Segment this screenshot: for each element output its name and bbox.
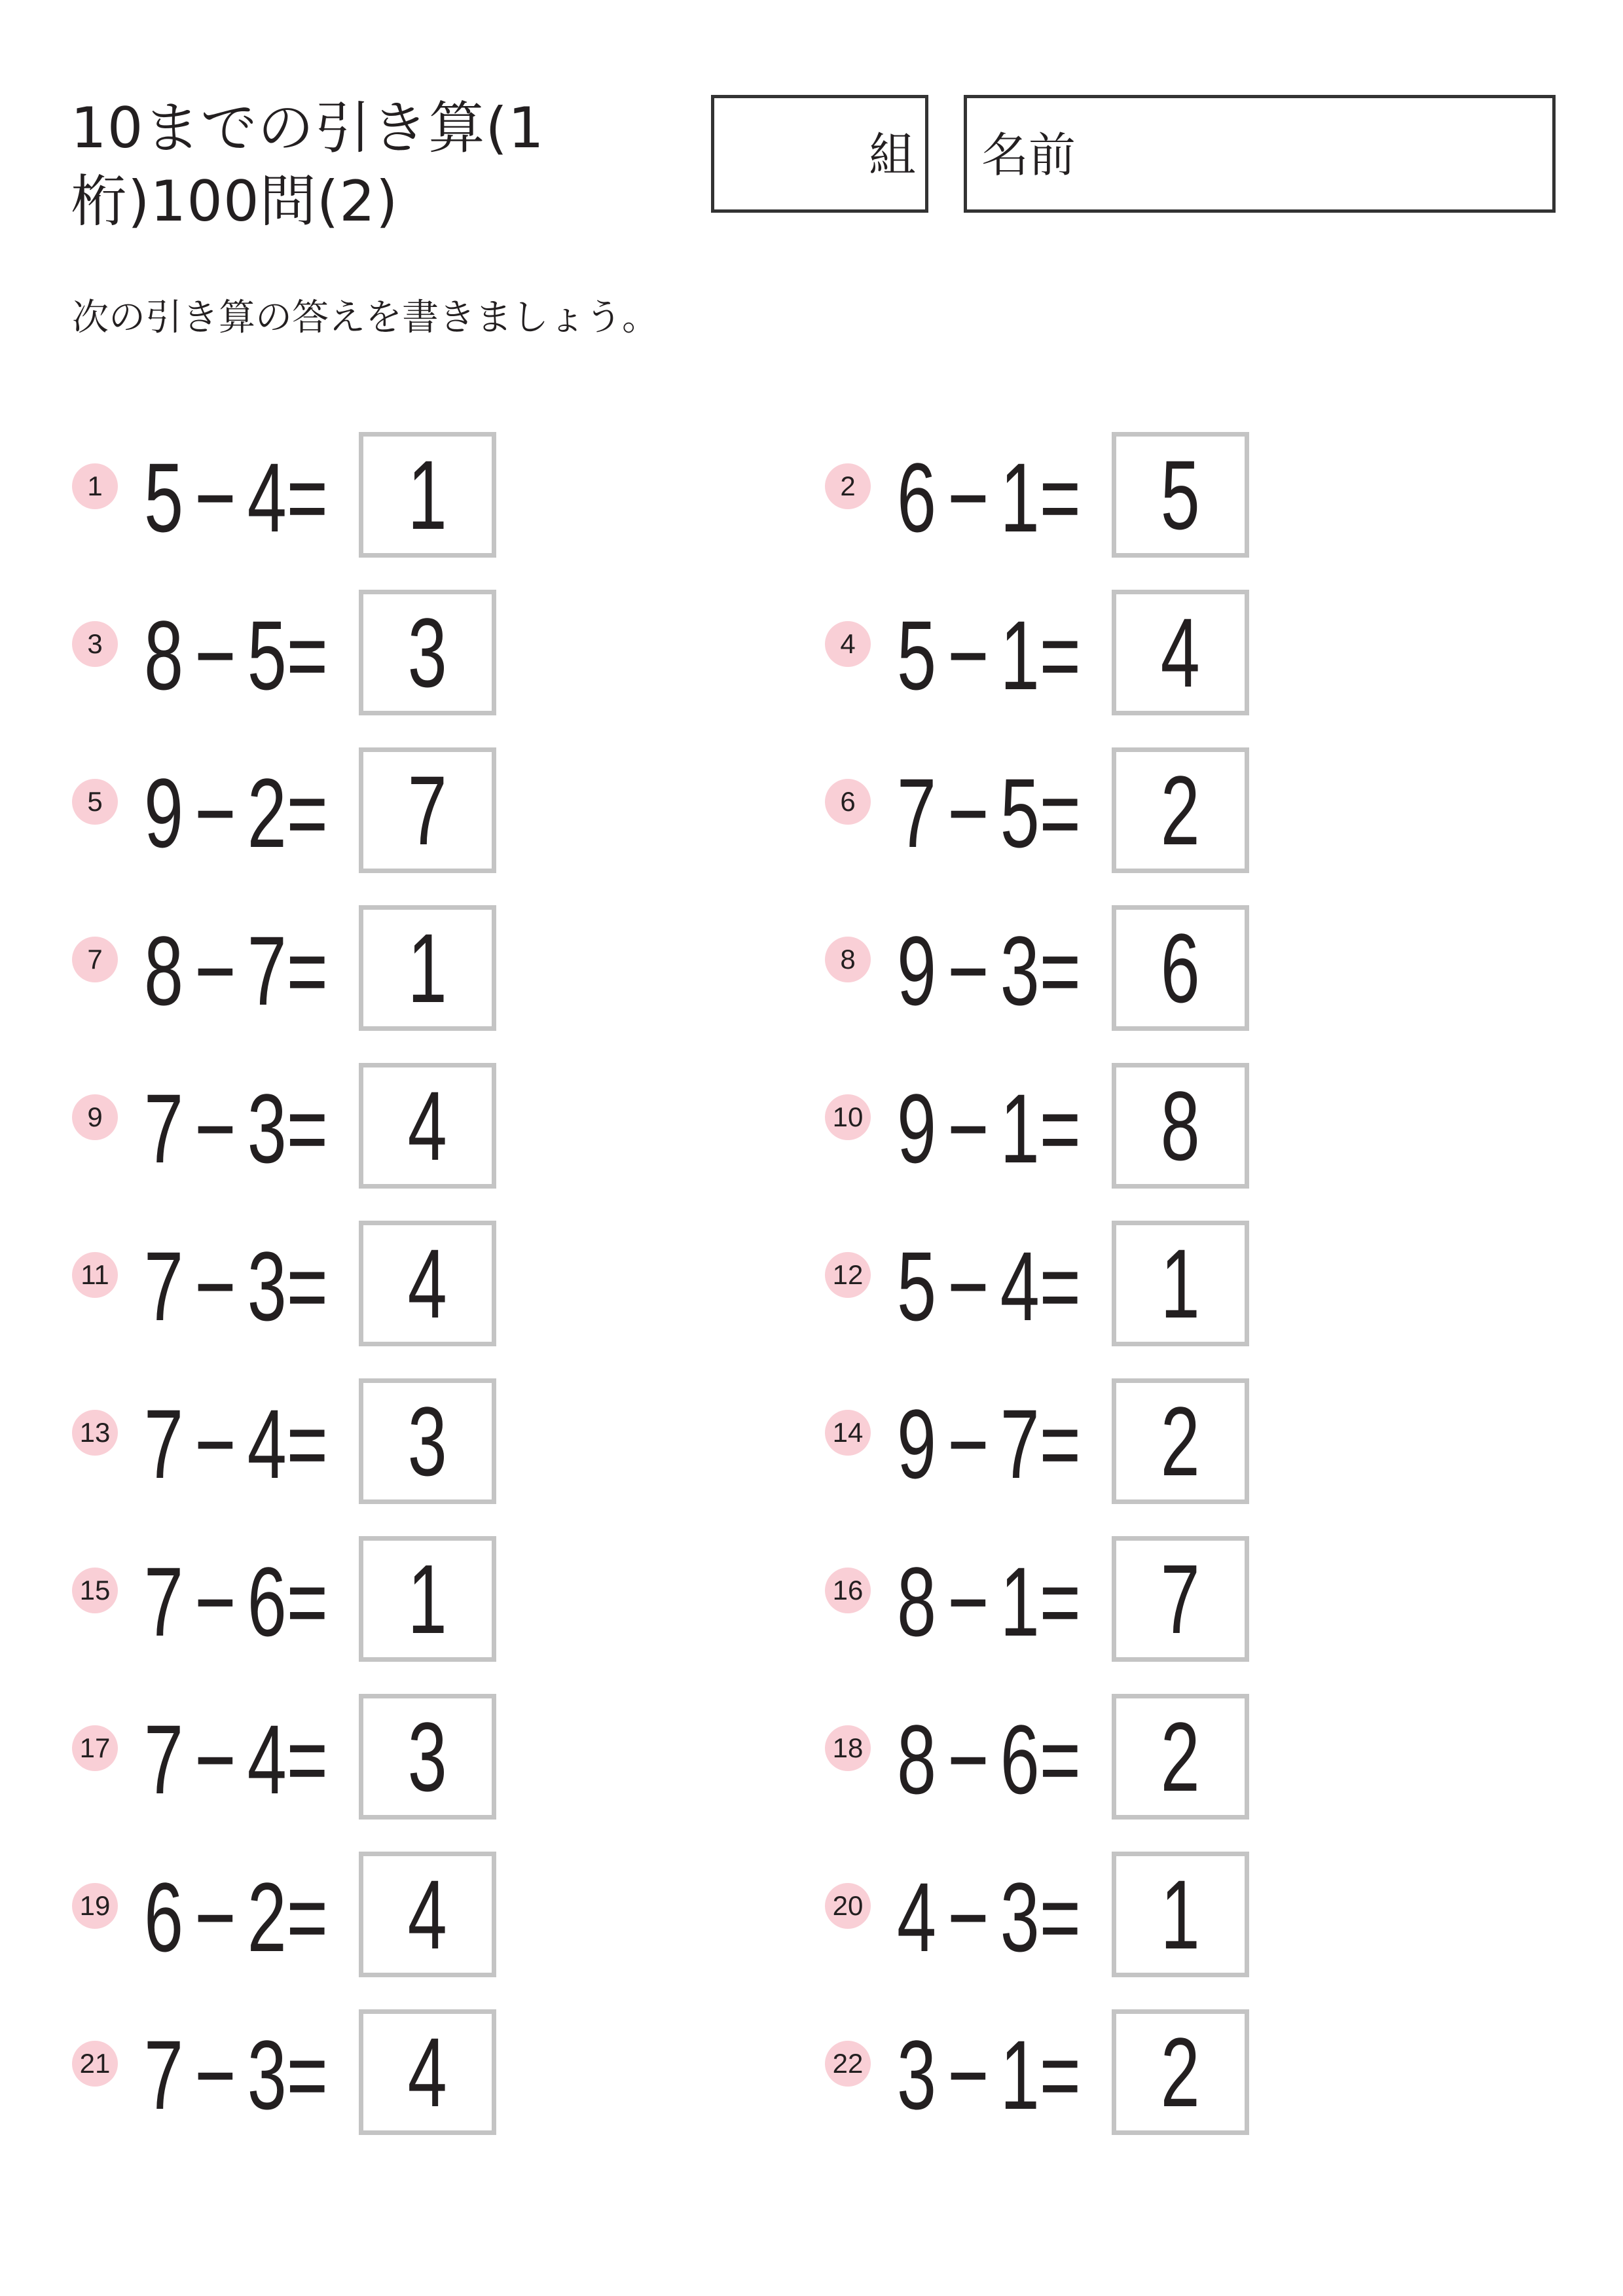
subtrahend: 4 xyxy=(247,1704,287,1814)
answer-box[interactable] xyxy=(359,747,496,873)
problem-equation xyxy=(897,1547,1081,1657)
problem-item xyxy=(825,1063,1480,1194)
equals-sign: = xyxy=(1039,1231,1081,1341)
equals-sign: = xyxy=(286,916,328,1026)
subtrahend: 6 xyxy=(247,1547,287,1657)
problem-number-badge: 15 xyxy=(72,1568,118,1613)
problem-equation xyxy=(144,600,328,710)
problem-equation xyxy=(897,1862,1081,1972)
subtrahend: 3 xyxy=(1000,1862,1040,1972)
problem-item xyxy=(72,1378,727,1509)
minuend: 9 xyxy=(897,916,937,1026)
minus-sign: − xyxy=(947,1547,989,1657)
answer-value: 4 xyxy=(407,1071,448,1181)
answer-box[interactable] xyxy=(359,1852,496,1977)
problem-item xyxy=(825,2009,1480,2140)
answer-value: 8 xyxy=(1160,1071,1201,1181)
equals-sign: = xyxy=(286,758,328,868)
problem-number-badge: 10 xyxy=(825,1094,871,1140)
minus-sign: − xyxy=(947,1231,989,1341)
subtrahend: 7 xyxy=(1000,1389,1040,1499)
answer-value: 6 xyxy=(1160,913,1201,1023)
answer-value: 2 xyxy=(1160,1702,1201,1812)
subtrahend: 4 xyxy=(247,442,287,552)
subtrahend: 1 xyxy=(1000,442,1040,552)
answer-value: 3 xyxy=(407,1702,448,1812)
name-label: 名前 xyxy=(981,128,1076,183)
class-field[interactable] xyxy=(711,95,928,213)
equals-sign: = xyxy=(1039,1704,1081,1814)
problem-item xyxy=(72,1221,727,1352)
minuend: 9 xyxy=(144,758,184,868)
minuend: 5 xyxy=(897,600,937,710)
answer-value: 4 xyxy=(407,2017,448,2127)
subtrahend: 1 xyxy=(1000,600,1040,710)
problem-equation xyxy=(897,600,1081,710)
problem-number-badge: 7 xyxy=(72,937,118,982)
subtrahend: 3 xyxy=(247,1231,287,1341)
equals-sign: = xyxy=(1039,600,1081,710)
minus-sign: − xyxy=(194,2020,236,2130)
subtrahend: 1 xyxy=(1000,2020,1040,2130)
problem-item xyxy=(72,1694,727,1825)
minus-sign: − xyxy=(194,916,236,1026)
problem-equation xyxy=(144,1862,328,1972)
minuend: 4 xyxy=(897,1862,937,1972)
answer-value: 2 xyxy=(1160,1386,1201,1496)
minuend: 8 xyxy=(897,1704,937,1814)
minuend: 9 xyxy=(897,1389,937,1499)
subtrahend: 5 xyxy=(247,600,287,710)
answer-value: 5 xyxy=(1160,440,1201,550)
minus-sign: − xyxy=(194,600,236,710)
problem-item xyxy=(825,1221,1480,1352)
problem-equation xyxy=(897,442,1081,552)
equals-sign: = xyxy=(1039,1547,1081,1657)
problem-number-badge: 16 xyxy=(825,1568,871,1613)
minuend: 8 xyxy=(144,916,184,1026)
equals-sign: = xyxy=(1039,442,1081,552)
problem-number-badge: 11 xyxy=(72,1252,118,1298)
answer-box[interactable] xyxy=(359,1063,496,1189)
problem-equation xyxy=(897,1231,1081,1341)
answer-value: 1 xyxy=(407,1544,448,1654)
problem-item xyxy=(72,747,727,878)
equals-sign: = xyxy=(286,1547,328,1657)
equals-sign: = xyxy=(1039,916,1081,1026)
minuend: 7 xyxy=(144,1547,184,1657)
minus-sign: − xyxy=(194,442,236,552)
minuend: 8 xyxy=(144,600,184,710)
problem-number-badge: 3 xyxy=(72,621,118,667)
problem-number-badge: 19 xyxy=(72,1883,118,1929)
minus-sign: − xyxy=(194,758,236,868)
name-field[interactable] xyxy=(964,95,1556,213)
problem-item xyxy=(72,590,727,721)
problem-item xyxy=(825,590,1480,721)
answer-box[interactable] xyxy=(1112,1063,1249,1189)
problem-item xyxy=(72,2009,727,2140)
problem-number-badge: 5 xyxy=(72,779,118,825)
answer-box[interactable] xyxy=(359,1221,496,1346)
answer-box[interactable] xyxy=(359,1536,496,1662)
answer-value: 4 xyxy=(407,1229,448,1338)
worksheet-title: 10までの引き算(1桁)100問(2) xyxy=(71,96,545,234)
equals-sign: = xyxy=(286,1389,328,1499)
problem-equation xyxy=(144,1547,328,1657)
answer-value: 4 xyxy=(1160,598,1201,708)
equals-sign: = xyxy=(1039,1073,1081,1183)
minus-sign: − xyxy=(947,1862,989,1972)
minuend: 7 xyxy=(897,758,937,868)
subtrahend: 7 xyxy=(247,916,287,1026)
answer-value: 7 xyxy=(407,755,448,865)
problem-number-badge: 21 xyxy=(72,2041,118,2087)
minus-sign: − xyxy=(947,916,989,1026)
problem-number-badge: 22 xyxy=(825,2041,871,2087)
problem-equation xyxy=(897,1704,1081,1814)
equals-sign: = xyxy=(286,442,328,552)
minus-sign: − xyxy=(194,1231,236,1341)
problem-item xyxy=(72,1063,727,1194)
answer-box[interactable] xyxy=(1112,905,1249,1031)
answer-box[interactable] xyxy=(1112,1536,1249,1662)
minus-sign: − xyxy=(947,1389,989,1499)
problem-equation xyxy=(897,758,1081,868)
answer-box[interactable] xyxy=(1112,432,1249,558)
problem-item xyxy=(825,1378,1480,1509)
problem-number-badge: 9 xyxy=(72,1094,118,1140)
problem-item xyxy=(72,1852,727,1982)
minus-sign: − xyxy=(194,1704,236,1814)
problem-equation xyxy=(897,2020,1081,2130)
problem-number-badge: 17 xyxy=(72,1725,118,1771)
equals-sign: = xyxy=(286,2020,328,2130)
answer-value: 1 xyxy=(1160,1859,1201,1969)
problem-equation xyxy=(144,758,328,868)
minuend: 7 xyxy=(144,2020,184,2130)
problem-number-badge: 8 xyxy=(825,937,871,982)
problem-equation xyxy=(144,1073,328,1183)
problem-number-badge: 4 xyxy=(825,621,871,667)
minus-sign: − xyxy=(194,1389,236,1499)
answer-box[interactable] xyxy=(359,1378,496,1504)
subtrahend: 3 xyxy=(247,2020,287,2130)
problem-equation xyxy=(897,1073,1081,1183)
minus-sign: − xyxy=(947,1073,989,1183)
minuend: 7 xyxy=(144,1704,184,1814)
answer-box[interactable] xyxy=(1112,1378,1249,1504)
minuend: 5 xyxy=(897,1231,937,1341)
minuend: 6 xyxy=(897,442,937,552)
problem-equation xyxy=(144,1704,328,1814)
equals-sign: = xyxy=(1039,2020,1081,2130)
subtrahend: 1 xyxy=(1000,1547,1040,1657)
subtrahend: 5 xyxy=(1000,758,1040,868)
answer-value: 7 xyxy=(1160,1544,1201,1654)
subtrahend: 2 xyxy=(247,1862,287,1972)
answer-value: 3 xyxy=(407,598,448,708)
subtrahend: 3 xyxy=(247,1073,287,1183)
equals-sign: = xyxy=(286,1704,328,1814)
answer-value: 1 xyxy=(407,440,448,550)
minuend: 7 xyxy=(144,1231,184,1341)
equals-sign: = xyxy=(1039,758,1081,868)
equals-sign: = xyxy=(286,1231,328,1341)
answer-box[interactable] xyxy=(359,2009,496,2135)
problem-item xyxy=(72,1536,727,1667)
equals-sign: = xyxy=(286,1073,328,1183)
answer-box[interactable] xyxy=(359,905,496,1031)
subtrahend: 4 xyxy=(1000,1231,1040,1341)
problem-number-badge: 6 xyxy=(825,779,871,825)
problem-equation xyxy=(144,442,328,552)
answer-box[interactable] xyxy=(359,590,496,715)
problem-number-badge: 12 xyxy=(825,1252,871,1298)
minus-sign: − xyxy=(194,1547,236,1657)
minuend: 8 xyxy=(897,1547,937,1657)
subtrahend: 6 xyxy=(1000,1704,1040,1814)
answer-box[interactable] xyxy=(1112,1852,1249,1977)
equals-sign: = xyxy=(1039,1862,1081,1972)
problem-equation xyxy=(144,2020,328,2130)
minus-sign: − xyxy=(194,1862,236,1972)
answer-box[interactable] xyxy=(1112,747,1249,873)
minus-sign: − xyxy=(947,1704,989,1814)
minuend: 5 xyxy=(144,442,184,552)
answer-box[interactable] xyxy=(1112,590,1249,715)
answer-box[interactable] xyxy=(359,432,496,558)
answer-value: 1 xyxy=(1160,1229,1201,1338)
equals-sign: = xyxy=(286,600,328,710)
problem-item xyxy=(72,905,727,1036)
minus-sign: − xyxy=(947,2020,989,2130)
problem-item xyxy=(72,432,727,563)
subtrahend: 4 xyxy=(247,1389,287,1499)
problem-number-badge: 2 xyxy=(825,463,871,509)
problem-number-badge: 14 xyxy=(825,1410,871,1456)
problem-equation xyxy=(897,916,1081,1026)
minuend: 6 xyxy=(144,1862,184,1972)
problem-item xyxy=(825,747,1480,878)
minus-sign: − xyxy=(947,758,989,868)
subtrahend: 1 xyxy=(1000,1073,1040,1183)
subtrahend: 2 xyxy=(247,758,287,868)
equals-sign: = xyxy=(1039,1389,1081,1499)
problem-item xyxy=(825,1536,1480,1667)
answer-value: 1 xyxy=(407,913,448,1023)
problem-equation xyxy=(144,1231,328,1341)
equals-sign: = xyxy=(286,1862,328,1972)
answer-box[interactable] xyxy=(1112,2009,1249,2135)
minus-sign: − xyxy=(947,442,989,552)
problem-equation xyxy=(144,1389,328,1499)
answer-box[interactable] xyxy=(1112,1694,1249,1820)
subtrahend: 3 xyxy=(1000,916,1040,1026)
problem-item xyxy=(825,432,1480,563)
problem-number-badge: 18 xyxy=(825,1725,871,1771)
problem-item xyxy=(825,905,1480,1036)
answer-value: 2 xyxy=(1160,2017,1201,2127)
minuend: 3 xyxy=(897,2020,937,2130)
problem-item xyxy=(825,1852,1480,1982)
problem-number-badge: 1 xyxy=(72,463,118,509)
instruction-text: 次の引き算の答えを書きましょう。 xyxy=(72,296,659,339)
answer-value: 4 xyxy=(407,1859,448,1969)
answer-box[interactable] xyxy=(359,1694,496,1820)
answer-value: 2 xyxy=(1160,755,1201,865)
answer-box[interactable] xyxy=(1112,1221,1249,1346)
problem-number-badge: 20 xyxy=(825,1883,871,1929)
minuend: 9 xyxy=(897,1073,937,1183)
answer-value: 3 xyxy=(407,1386,448,1496)
problem-equation xyxy=(144,916,328,1026)
problem-equation xyxy=(897,1389,1081,1499)
minuend: 7 xyxy=(144,1073,184,1183)
minus-sign: − xyxy=(194,1073,236,1183)
minus-sign: − xyxy=(947,600,989,710)
class-label: 組 xyxy=(868,128,916,183)
minuend: 7 xyxy=(144,1389,184,1499)
problem-number-badge: 13 xyxy=(72,1410,118,1456)
problem-item xyxy=(825,1694,1480,1825)
